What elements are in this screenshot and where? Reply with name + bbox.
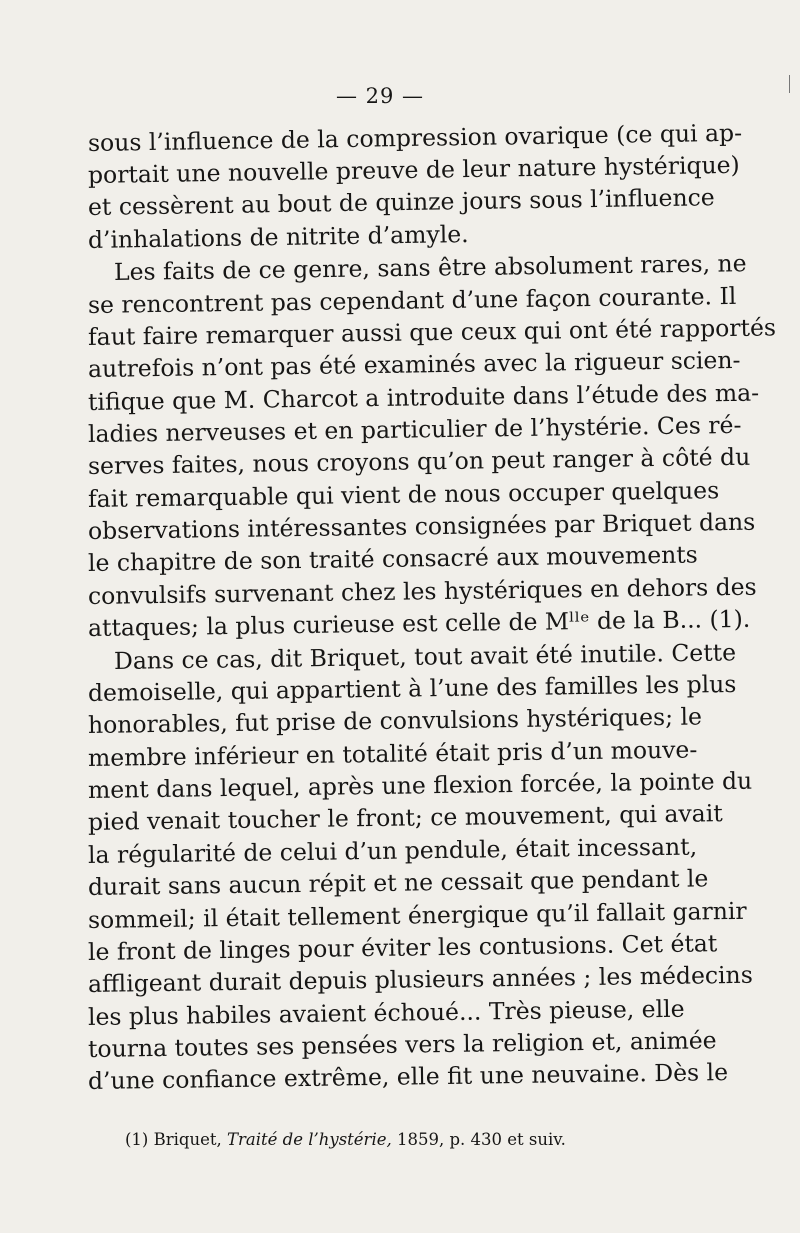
text-line: observations intéressantes consignées par Briquet dans (87, 507, 756, 545)
text-line: durait sans aucun répit et ne cessait que pendant le (87, 864, 709, 901)
text-line: se rencontrent pas cependant d’une façon courante. Il (87, 281, 737, 319)
text-line: la régularité de celui d’un pendule, était incessant, (87, 832, 698, 869)
text-line: les plus habiles avaient échoué... Très pieuse, elle (87, 994, 685, 1031)
footnote-title: Traité de l’hystérie, (227, 1130, 392, 1149)
text-line: d’inhalations de nitrite d’amyle. (87, 220, 469, 254)
text-line: convulsifs survenant chez les hystériques en dehors des (87, 572, 757, 610)
page-edge-mark (789, 75, 790, 93)
text-line: le front de linges pour éviter les contusions. Cet état (87, 929, 718, 966)
text-line: portait une nouvelle preuve de leur nature hystérique) (87, 150, 740, 189)
footnote-author: Briquet, (153, 1130, 222, 1149)
text-line: sous l’influence de la compression ovarique (ce qui ap- (87, 118, 743, 157)
text-line: membre inférieur en totalité était pris d’un mouve- (87, 735, 698, 772)
text-line: faut faire remarquer aussi que ceux qui ont été rapportés (87, 313, 777, 351)
text-line: tifique que M. Charcot a introduite dans l’étude des ma- (87, 378, 760, 416)
text-line: sommeil; il était tellement énergique qu’il fallait garnir (87, 896, 747, 934)
footnote-number: (1) (125, 1130, 149, 1149)
page-number: — 29 — (335, 84, 425, 108)
text-line: d’une confiance extrême, elle fit une neuvaine. Dès le (87, 1058, 729, 1095)
text-line: pied venait toucher le front; ce mouvement, qui avait (87, 799, 723, 836)
footnote (125, 1129, 566, 1151)
text-line: Dans ce cas, dit Briquet, tout avait été inutile. Cette (113, 638, 737, 675)
text-line: affligeant durait depuis plusieurs années ; les médecins (87, 960, 753, 998)
footnote-details: 1859, p. 430 et suiv. (396, 1130, 566, 1149)
text-line: fait remarquable qui vient de nous occuper quelques (87, 476, 720, 513)
text-line: attaques; la plus curieuse est celle de Mˡˡᵉ de la B... (1). (87, 604, 751, 642)
text-line: et cessèrent au bout de quinze jours sous l’influence (87, 183, 715, 221)
text-line: ment dans lequel, après une flexion forcée, la pointe du (87, 766, 753, 804)
text-line: honorables, fut prise de convulsions hystériques; le (87, 702, 703, 739)
text-line: ladies nerveuses et en particulier de l’hystérie. Ces ré- (87, 410, 742, 448)
text-line: Les faits de ce genre, sans être absolument rares, ne (113, 249, 747, 286)
text-line: demoiselle, qui appartient à l’une des familles les plus (87, 669, 737, 707)
text-line: autrefois n’ont pas été examinés avec la rigueur scien- (87, 345, 741, 383)
text-line: le chapitre de son traité consacré aux mouvements (87, 540, 698, 577)
text-line: serves faites, nous croyons qu’on peut ranger à côté du (87, 442, 751, 480)
text-line: tourna toutes ses pensées vers la religion et, animée (87, 1026, 717, 1063)
